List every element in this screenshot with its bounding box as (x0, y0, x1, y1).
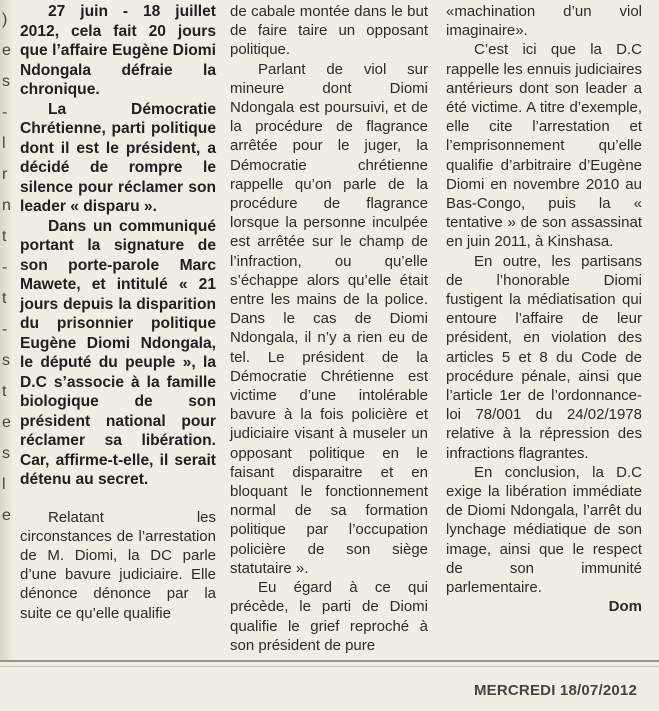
margin-glyph: e (2, 42, 11, 59)
footer-rule (0, 660, 659, 662)
body-paragraph: de cabale montée dans le but de faire taire un opposant politique. (230, 3, 428, 59)
margin-glyph: e (2, 507, 11, 524)
author-signature: Dom (608, 598, 642, 616)
margin-glyph: ) (2, 11, 8, 28)
margin-glyph: s (2, 445, 10, 462)
lead-paragraph: Dans un communiqué portant la signature de son porte-parole Marc Mawete, et intitulé « 21 jours depuis la disparition du prisonnier politique Eugène Diomi Ndongala, le député du peuple », la D.C s’associe à la famille biologique de son président national pour réclamer sa libération. Car, affirme-t-elle, il serait détenu au secret. (20, 217, 216, 488)
margin-glyph: - (2, 321, 8, 338)
previous-column-edge (0, 0, 12, 660)
footer-rule-thin (0, 666, 659, 667)
margin-glyph: - (2, 259, 8, 276)
body-paragraph: En outre, les partisans de l’honorable Diomi fustigent la médiatisation qui entoure l’affaire de leur président, en violation des articles 5 et 8 du Code de procédure pénale, ainsi que l’article 1er de l’ordonnance-loi 78/001 du 24/02/1978 relative à la répression des infractions flagrantes. (446, 252, 642, 462)
body-paragraph: Eu égard à ce qui précède, le parti de Diomi qualifie le grief reproché à son président de pure (230, 579, 428, 654)
margin-glyph: t (2, 290, 7, 307)
lead-paragraph: 27 juin - 18 juillet 2012, cela fait 20 jours que l’affaire Eugène Diomi Ndongala défraie la chronique. (20, 3, 216, 98)
lead-paragraph: La Démocratie Chrétienne, parti politique dont il est le président, a décidé de rompre le silence pour réclamer son leader « disparu ». (20, 100, 216, 215)
margin-glyph: t (2, 383, 7, 400)
margin-glyph: r (2, 166, 8, 183)
body-paragraph: «machination d’un viol imaginaire». (446, 3, 642, 40)
margin-glyph: n (2, 197, 11, 214)
margin-glyph: l (2, 135, 6, 152)
margin-glyph: t (2, 228, 7, 245)
issue-date: MERCREDI 18/07/2012 (473, 682, 637, 699)
margin-glyph: s (2, 352, 10, 369)
article-column-3 (446, 2, 642, 617)
body-paragraph: En conclusion, la D.C exige la libération immédiate de Diomi Ndongala, l’arrêt du lynchage médiatique de son image, ainsi que le respect de son immunité parlementaire. (446, 463, 642, 597)
article-column-2 (230, 2, 428, 655)
body-paragraph: Relatant les circonstances de l’arrestation de M. Diomi, la DC parle d’une bavure judiciaire. Elle dénonce dénonce par la suite ce qu’elle qualifie (20, 508, 216, 622)
margin-glyph: e (2, 414, 11, 431)
margin-glyph: - (2, 104, 8, 121)
body-paragraph: Parlant de viol sur mineure dont Diomi Ndongala est poursuivi, et de la procédure de flagrance arrêtée pour le juger, la Démocratie chrétienne rappelle qu’on parle de la procédure de flagrance lorsque la personne inculpée est arrêtée sur le champ de l’infraction, ou qu’elle s’échappe alors qu’elle était entre les mains de la police. Dans le cas de Diomi Ndongala, il n’y a rien eu de tel. Le président de la Démocratie Chrétienne est victime d’une intolérable bavure à la fois policière et judiciaire visant à museler un opposant politique en le faisant disparaitre et en bloquant le fonctionnement normal de sa formation politique par l’occupation policière de son siège statutaire ». (230, 60, 428, 577)
article-column-1 (20, 2, 216, 623)
margin-glyph: l (2, 476, 6, 493)
body-paragraph: C’est ici que la D.C rappelle les ennuis judiciaires antérieurs dont son leader a été victime. A titre d’exemple, elle cite l’arrestation et l’emprisonnement qu’elle qualifie d’arbitraire d’Eugène Diomi en novembre 2010 au Bas-Congo, puis la « tentative » de son assassinat en juin 2011, à Kinshasa. (446, 41, 642, 251)
margin-glyph: s (2, 73, 10, 90)
